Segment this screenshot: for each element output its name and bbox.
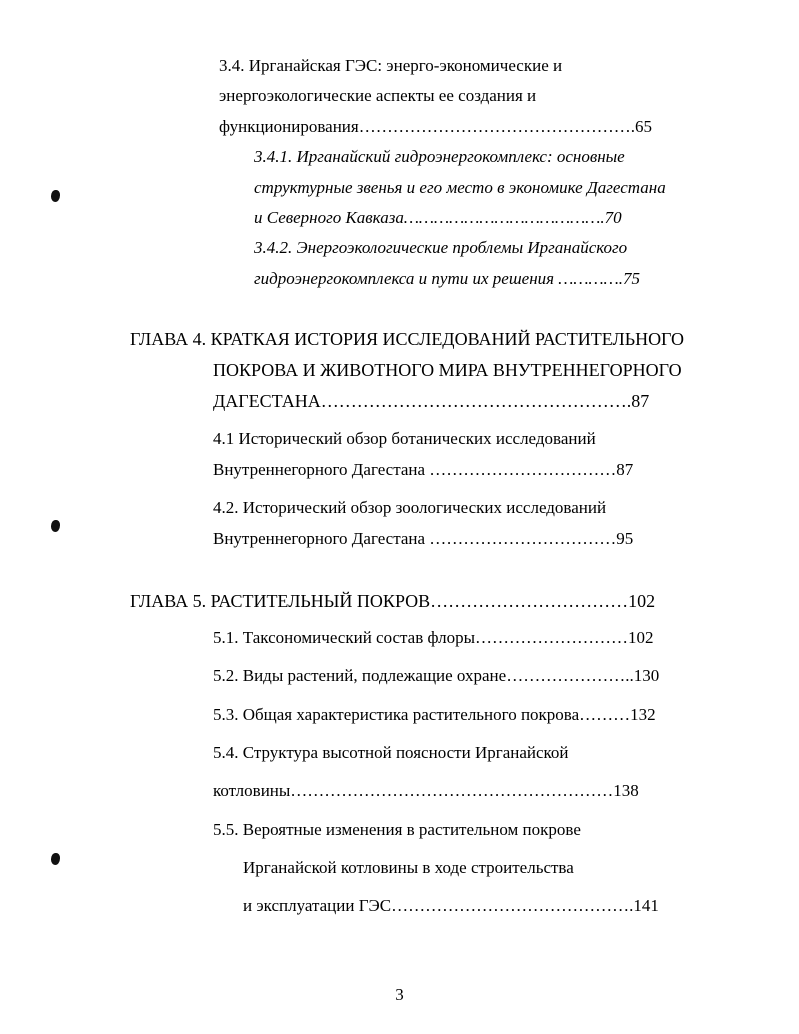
toc-5-1: 5.1. Таксономический состав флоры………………………102 [213,628,654,647]
toc-5-2: 5.2. Виды растений, подлежащие охране…………………..130 [213,666,660,685]
toc-3-4-1-line-1: 3.4.1. Ирганайский гидроэнергокомплекс: основные [254,147,625,166]
toc-5-5-line-1: 5.5. Вероятные изменения в растительном покрове [213,820,581,839]
toc-chapter-4-line-2: ПОКРОВА И ЖИВОТНОГО МИРА ВНУТРЕННЕГОРНОГО [213,360,682,380]
toc-3-4-1-line-2: структурные звенья и его место в экономике Дагестана [254,178,666,197]
toc-4-1-line-1: 4.1 Исторический обзор ботанических исследований [213,429,596,448]
toc-chapter-4-line-1: ГЛАВА 4. КРАТКАЯ ИСТОРИЯ ИССЛЕДОВАНИЙ РАСТИТЕЛЬНОГО [130,329,685,349]
toc-5-5-line-2: Ирганайской котловины в ходе строительства [243,858,574,877]
toc-chapter-5-line-1: ГЛАВА 5. РАСТИТЕЛЬНЫЙ ПОКРОВ……………………………102 [130,591,656,611]
toc-chapter-4-line-3: ДАГЕСТАНА…………………………………………….87 [213,391,650,411]
toc-4-2-line-2: Внутреннегорного Дагестана ……………………………95 [213,529,634,548]
page-number: 3 [395,985,404,1004]
toc-3-4-2-line-2: гидроэнергокомплекса и пути их решения ………….75 [254,269,641,288]
punch-hole-mark [51,853,60,865]
toc-5-3: 5.3. Общая характеристика растительного покрова………132 [213,705,656,724]
toc-3-4-line-2: энергоэкологические аспекты ее создания и [219,86,537,105]
toc-3-4-line-3: функционирования………………………………………….65 [219,117,652,136]
toc-3-4-2-line-1: 3.4.2. Энергоэкологические проблемы Ирганайского [254,238,628,257]
punch-hole-mark [51,520,60,532]
toc-3-4-1-line-3: и Северного Кавказа………………………………….70 [254,208,622,227]
toc-3-4-line-1: 3.4. Ирганайская ГЭС: энерго-экономические и [219,56,563,75]
punch-hole-mark [51,190,60,202]
toc-5-4-line-2: котловины…………………………………………………138 [213,781,639,800]
toc-5-5-line-3: и эксплуатации ГЭС…………………………………….141 [243,896,659,915]
toc-4-1-line-2: Внутреннегорного Дагестана ……………………………87 [213,460,634,479]
toc-5-4-line-1: 5.4. Структура высотной поясности Ирганайской [213,743,569,762]
toc-4-2-line-1: 4.2. Исторический обзор зоологических исследований [213,498,607,517]
